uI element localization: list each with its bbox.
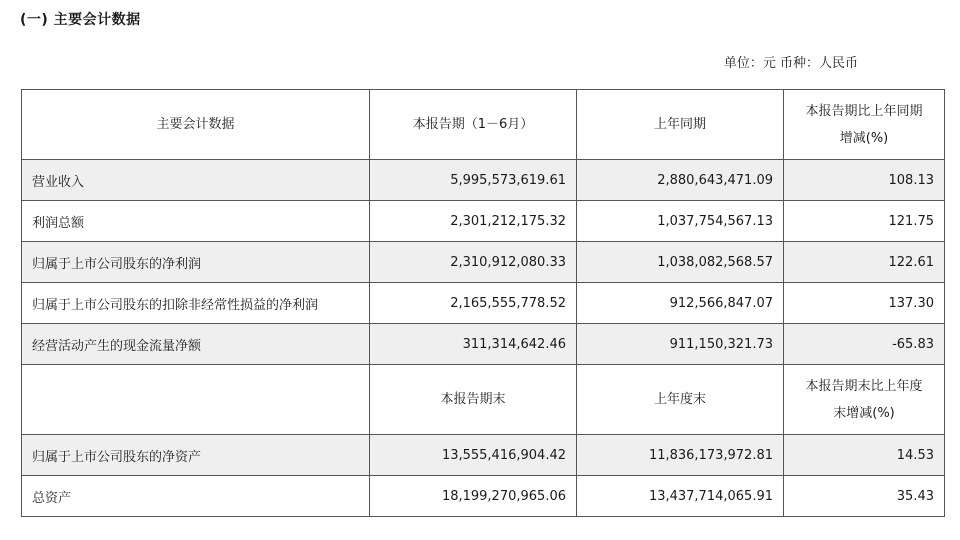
table-subheader-row (22, 365, 945, 435)
row-label: 总资产 (22, 476, 370, 517)
table-row (22, 242, 945, 283)
header-cell (784, 90, 945, 160)
prior-value: 911,150,321.73 (577, 324, 784, 365)
table-row (22, 283, 945, 324)
row-label: 归属于上市公司股东的净资产 (22, 435, 370, 476)
header-cell-line: 本报告期比上年同期 (805, 103, 923, 119)
current-value: 311,314,642.46 (370, 324, 577, 365)
table-header-row (22, 90, 945, 160)
current-value: 2,310,912,080.33 (370, 242, 577, 283)
current-value: 18,199,270,965.06 (370, 476, 577, 517)
prior-value: 2,880,643,471.09 (577, 160, 784, 201)
current-value: 5,995,573,619.61 (370, 160, 577, 201)
change-percent: 122.61 (784, 242, 945, 283)
table-row (22, 324, 945, 365)
prior-value: 11,836,173,972.81 (577, 435, 784, 476)
prior-value: 1,038,082,568.57 (577, 242, 784, 283)
header-cell: 上年同期 (577, 90, 784, 160)
header-cell: 上年度末 (577, 365, 784, 435)
change-percent: 14.53 (784, 435, 945, 476)
row-label: 经营活动产生的现金流量净额 (22, 324, 370, 365)
prior-value: 912,566,847.07 (577, 283, 784, 324)
table-row (22, 476, 945, 517)
header-cell: 本报告期末 (370, 365, 577, 435)
unit-note: 单位：元 币种：人民币 (723, 56, 858, 71)
header-cell: 本报告期（1－6月） (370, 90, 577, 160)
section-title: (一) 主要会计数据 (20, 12, 141, 28)
change-percent: -65.83 (784, 324, 945, 365)
change-percent: 121.75 (784, 201, 945, 242)
current-value: 2,301,212,175.32 (370, 201, 577, 242)
change-percent: 108.13 (784, 160, 945, 201)
header-cell-line: 本报告期末比上年度 (805, 378, 923, 394)
table-row (22, 201, 945, 242)
accounting-data-table (21, 89, 945, 517)
table-row (22, 435, 945, 476)
current-value: 13,555,416,904.42 (370, 435, 577, 476)
header-cell: 主要会计数据 (22, 90, 370, 160)
change-percent: 137.30 (784, 283, 945, 324)
row-label: 归属于上市公司股东的扣除非经常性损益的净利润 (22, 283, 370, 324)
row-label: 利润总额 (22, 201, 370, 242)
row-label: 营业收入 (22, 160, 370, 201)
current-value: 2,165,555,778.52 (370, 283, 577, 324)
header-cell-line: 末增减(%) (833, 405, 895, 421)
header-cell (784, 365, 945, 435)
header-cell-line: 增减(%) (839, 130, 889, 146)
row-label: 归属于上市公司股东的净利润 (22, 242, 370, 283)
header-cell (22, 365, 370, 435)
prior-value: 13,437,714,065.91 (577, 476, 784, 517)
prior-value: 1,037,754,567.13 (577, 201, 784, 242)
table-row (22, 160, 945, 201)
change-percent: 35.43 (784, 476, 945, 517)
